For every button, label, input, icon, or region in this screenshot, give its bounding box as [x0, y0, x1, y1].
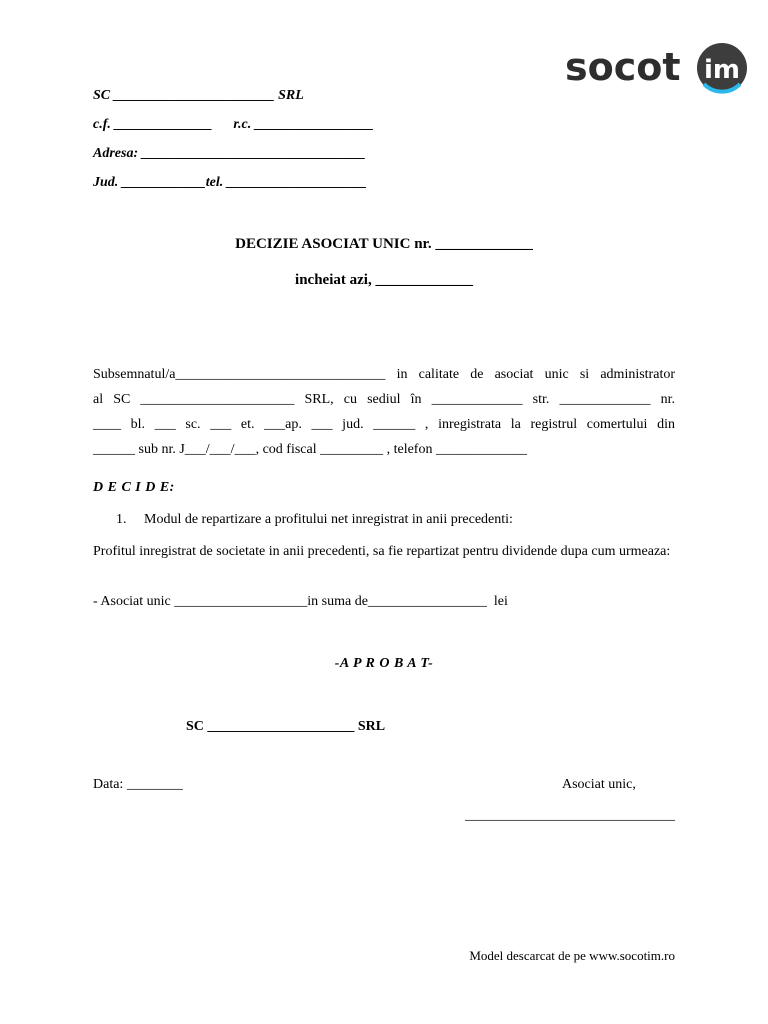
socotim-logo	[565, 40, 755, 96]
approval-sc-line: SC _____________________ SRL	[186, 719, 386, 734]
decision-date-line	[0, 272, 768, 289]
signature-label: Asociat unic,	[562, 777, 636, 792]
date-field: Data: ________	[93, 777, 183, 792]
body-line-1: Subsemnatul/a______________________________ in calitate de asociat unic si administrator	[93, 367, 675, 382]
header-jud-tel-line: Jud. ____________tel. ____________________	[93, 175, 367, 190]
decide-item-number: 1.	[116, 512, 127, 527]
signature-line: ______________________________	[465, 808, 675, 823]
asociat-amount-line: - Asociat unic ___________________in suma de_________________ lei	[93, 594, 508, 609]
logo-circle-text: im	[703, 55, 741, 85]
body-line-2: al SC ______________________ SRL, cu sediul în _____________ str. _____________ nr.	[93, 392, 675, 407]
logo-graphic	[565, 40, 755, 96]
approval-heading-text: -A P R O B A T-	[334, 656, 434, 671]
decision-date-text: incheiat azi, _____________	[295, 272, 473, 288]
body-line-4: ______ sub nr. J___/___/___, cod fiscal _________ , telefon _____________	[93, 442, 527, 457]
decide-heading: D E C I D E:	[93, 480, 175, 495]
decide-paragraph: Profitul inregistrat de societate in anii precedenti, sa fie repartizat pentru dividende dupa cum urmeaza:	[93, 544, 671, 559]
decision-title-text: DECIZIE ASOCIAT UNIC nr. _____________	[235, 236, 533, 252]
body-line-3: ____ bl. ___ sc. ___ et. ___ap. ___ jud. ______ , inregistrata la registrul comertului din	[93, 417, 675, 432]
approval-heading	[0, 656, 768, 672]
header-adresa-line: Adresa: ________________________________	[93, 146, 366, 161]
header-cf-rc-line: c.f. ______________ r.c. _________________	[93, 117, 374, 132]
decide-item-text: Modul de repartizare a profitului net inregistrat in anii precedenti:	[144, 512, 513, 527]
header-sc-line: SC _______________________ SRL	[93, 88, 304, 103]
footer-note: Model descarcat de pe www.socotim.ro	[469, 948, 675, 963]
logo-text: socot	[565, 45, 681, 89]
decision-title	[0, 236, 768, 253]
